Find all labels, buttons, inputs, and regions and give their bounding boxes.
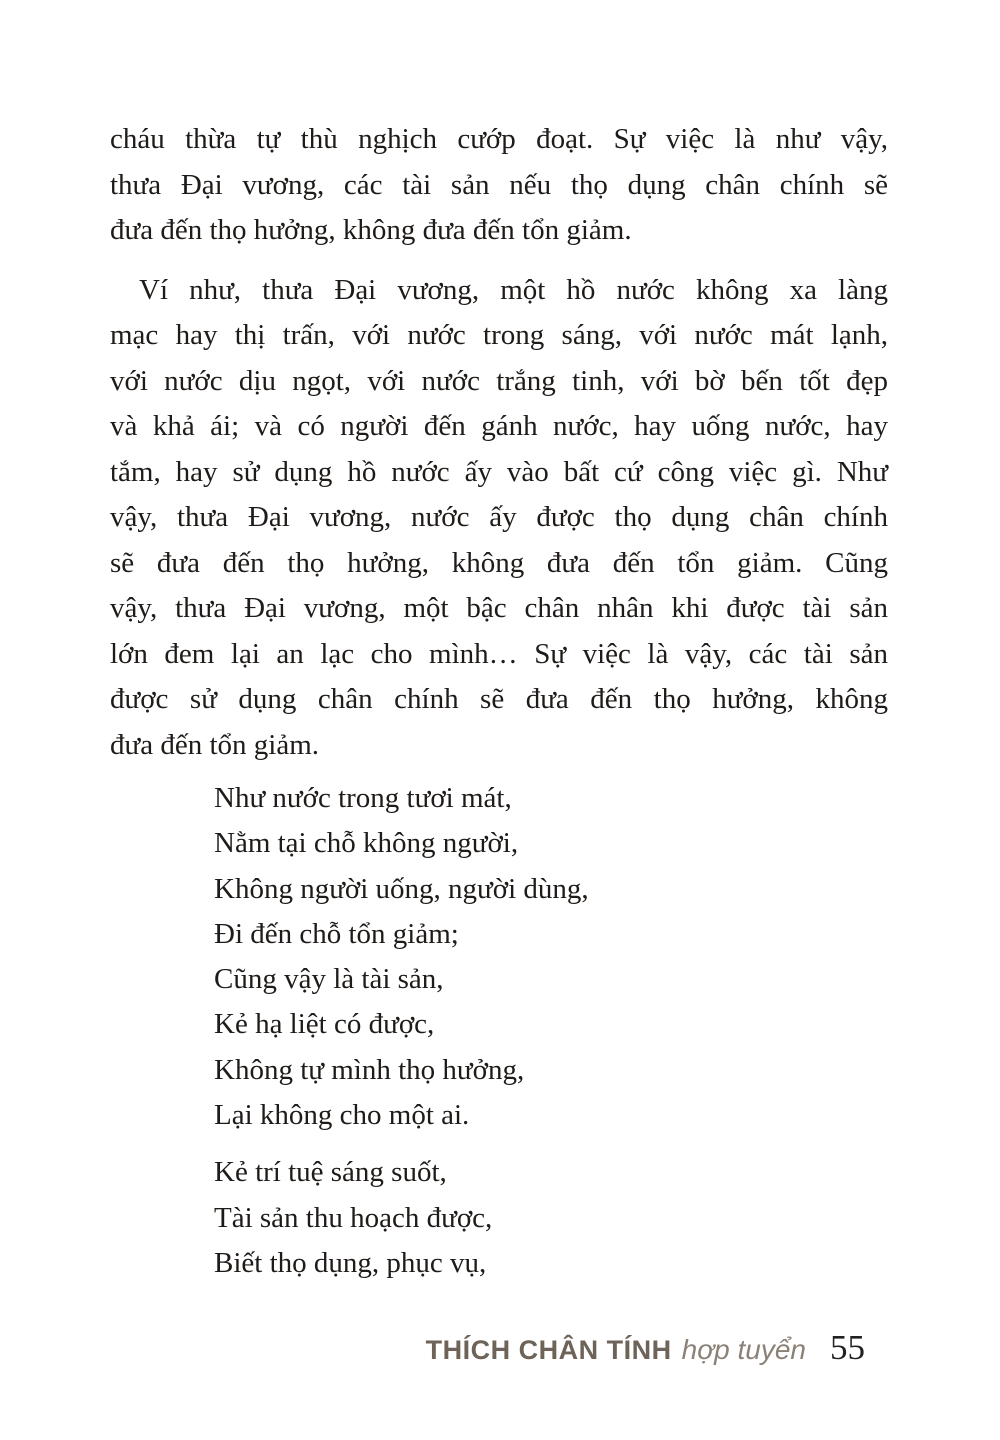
body-line: và khả ái; và có người đến gánh nước, hay uống nước, hay <box>110 410 888 442</box>
poem-stanza <box>214 1150 888 1286</box>
poem-line: Như nước trong tươi mát, <box>214 782 512 814</box>
page-text-block <box>110 117 888 1286</box>
paragraph <box>110 268 888 769</box>
body-line: được sử dụng chân chính sẽ đưa đến thọ hưởng, không <box>110 683 888 715</box>
footer-collection-label: hợp tuyển <box>681 1334 806 1365</box>
body-line: đưa đến tổn giảm. <box>110 728 320 761</box>
poem-line: Kẻ hạ liệt có được, <box>214 1008 435 1041</box>
poem-line: Biết thọ dụng, phục vụ, <box>214 1246 487 1279</box>
poem-line: Cũng vậy là tài sản, <box>214 963 444 996</box>
poem-line: Nằm tại chỗ không người, <box>214 827 519 860</box>
body-line: vậy, thưa Đại vương, một bậc chân nhân khi được tài sản <box>110 592 888 624</box>
body-line: lớn đem lại an lạc cho mình… Sự việc là vậy, các tài sản <box>110 637 888 670</box>
poem-line: Đi đến chỗ tổn giảm; <box>214 917 459 950</box>
body-line: cháu thừa tự thù nghịch cướp đoạt. Sự việc là như vậy, <box>110 123 888 155</box>
page-footer <box>426 1328 865 1368</box>
poem-stanza <box>214 776 888 1138</box>
footer-author-name: THÍCH CHÂN TÍNH <box>425 1335 672 1365</box>
body-line: thưa Đại vương, các tài sản nếu thọ dụng chân chính sẽ <box>110 168 888 201</box>
poem-line: Tài sản thu hoạch được, <box>214 1201 493 1234</box>
poem-line: Không người uống, người dùng, <box>214 872 589 905</box>
page-number: 55 <box>830 1328 865 1367</box>
body-line: tắm, hay sử dụng hồ nước ấy vào bất cứ công việc gì. Như <box>110 455 888 488</box>
body-line: vậy, thưa Đại vương, nước ấy được thọ dụng chân chính <box>110 501 888 533</box>
paragraph <box>110 117 888 254</box>
body-line: mạc hay thị trấn, với nước trong sáng, với nước mát lạnh, <box>110 319 888 351</box>
body-line: sẽ đưa đến thọ hưởng, không đưa đến tổn giảm. Cũng <box>110 546 888 579</box>
poem-line: Không tự mình thọ hưởng, <box>214 1053 525 1086</box>
poem-block <box>214 776 888 1286</box>
body-line: đưa đến thọ hưởng, không đưa đến tổn giảm. <box>110 214 632 246</box>
body-line: với nước dịu ngọt, với nước trắng tinh, với bờ bến tốt đẹp <box>110 364 888 397</box>
poem-line: Kẻ trí tuệ sáng suốt, <box>214 1156 447 1189</box>
body-line: Ví như, thưa Đại vương, một hồ nước không xa làng <box>139 273 888 306</box>
poem-line: Lại không cho một ai. <box>214 1099 470 1132</box>
